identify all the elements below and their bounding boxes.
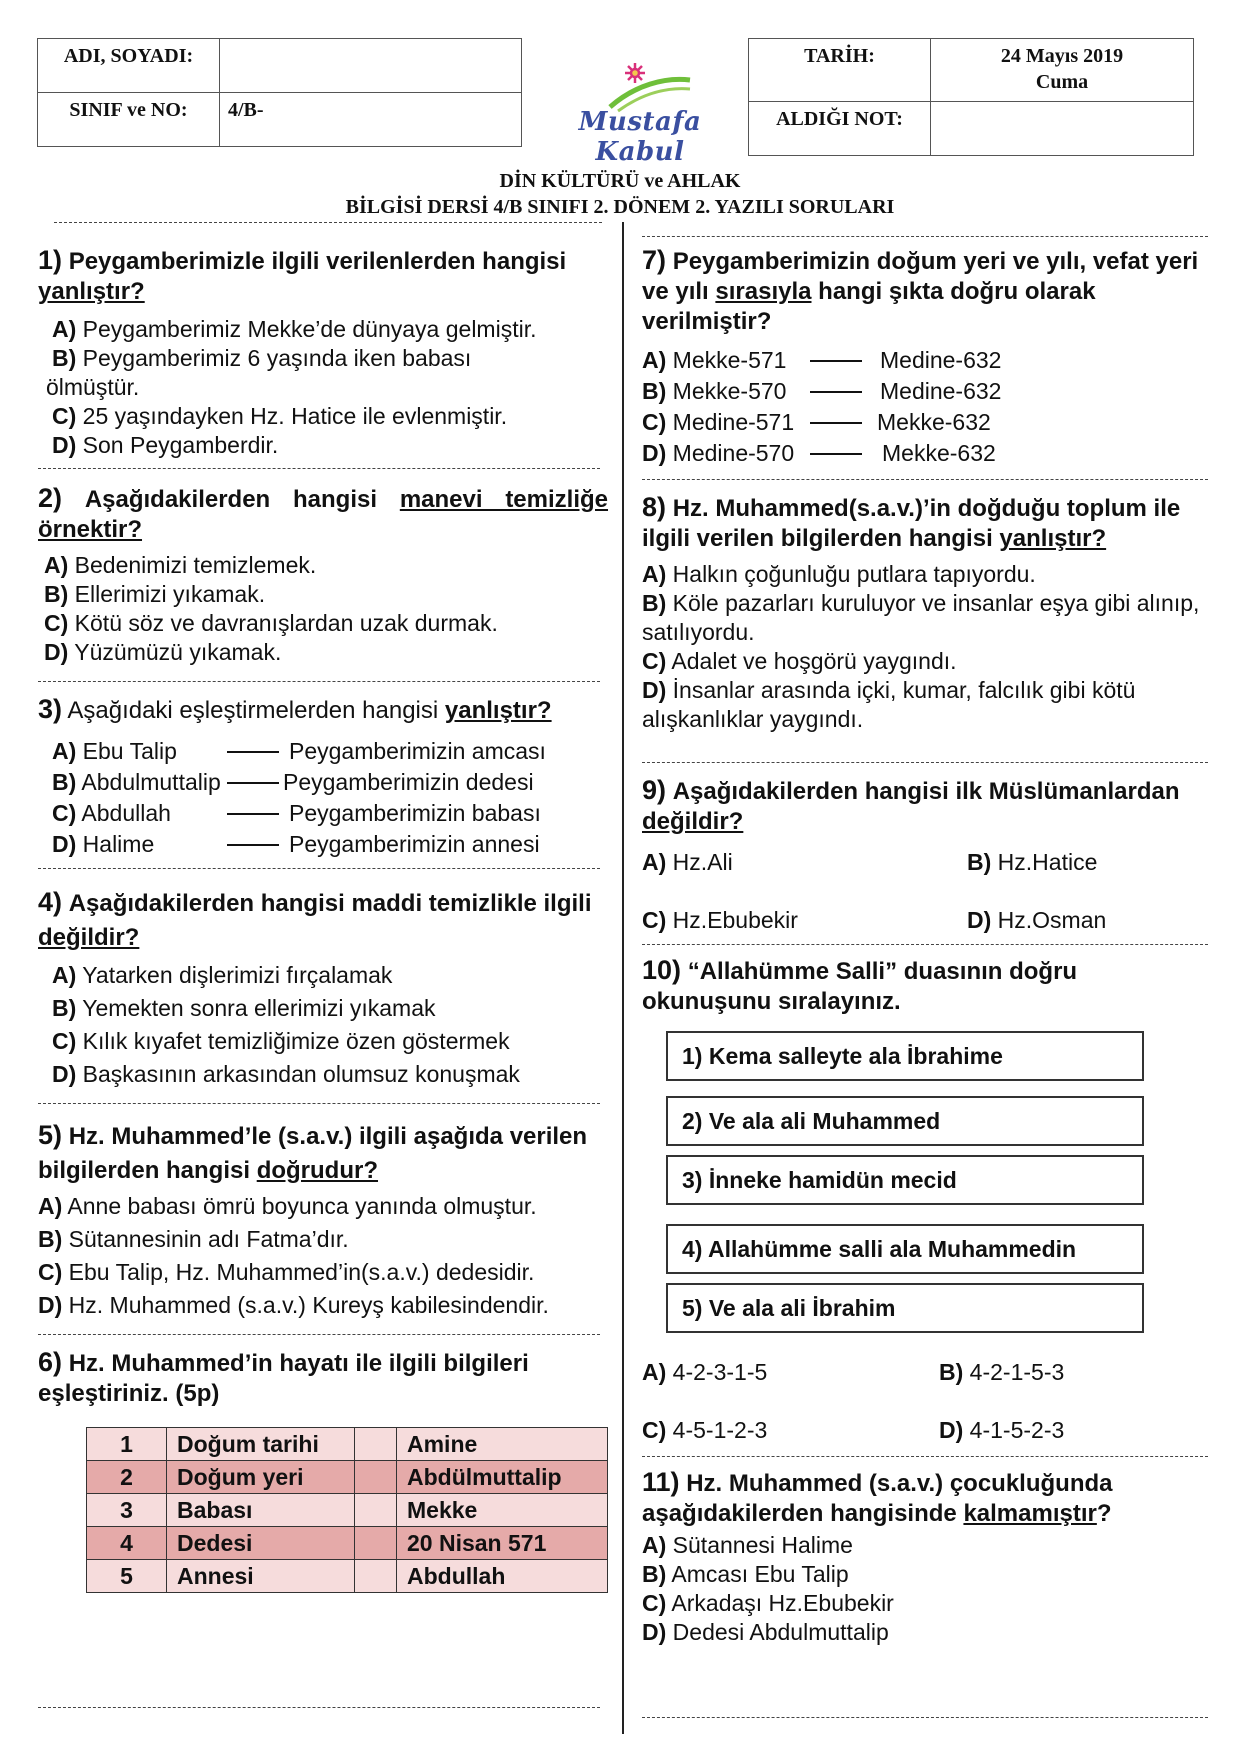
question-11 [642, 1467, 1212, 1529]
class-label: SINIF ve NO: [38, 93, 220, 147]
question-text-end: ? [1096, 1500, 1112, 1527]
name-label: ADI, SOYADI: [38, 39, 220, 93]
question-text: “Allahümme Salli” duasının doğru okunuşunu sıralayınız. [642, 958, 1078, 1015]
question-text: Aşağıdakilerden hangisi ilk Müslümanlardan [672, 778, 1180, 805]
answer-cell[interactable] [355, 1494, 397, 1527]
option-a[interactable]: A) Anne babası ömrü boyunca yanında olmuştur. [38, 1193, 537, 1219]
option-d[interactable]: D) Medine-570 Mekke-632 [642, 440, 996, 466]
option-a[interactable]: A) Peygamberimiz Mekke’de dünyaya gelmiştir. [52, 316, 537, 342]
question-5 [38, 1118, 608, 1188]
answer-cell[interactable] [355, 1527, 397, 1560]
prayer-line-box: 2) Ve ala ali Muhammed [666, 1096, 1144, 1146]
option-c[interactable]: C) Adalet ve hoşgörü yaygındı. [642, 648, 957, 674]
option-c[interactable]: C) Ebu Talip, Hz. Muhammed’in(s.a.v.) dedesidir. [38, 1259, 535, 1285]
option-c[interactable]: C) 4-5-1-2-3 [642, 1417, 768, 1443]
option-d[interactable]: D) Başkasının arkasından olumsuz konuşmak [52, 1061, 520, 1087]
title-line-2: BİLGİSİ DERSİ 4/B SINIFI 2. DÖNEM 2. YAZILI SORULARI [345, 196, 895, 218]
table-row: 2 Doğum yeri Abdülmuttalip [87, 1461, 608, 1494]
question-8-options [642, 560, 1212, 734]
question-number: 10) [642, 955, 682, 985]
prayer-lines [666, 1031, 1212, 1333]
table-row: 4 Dedesi 20 Nisan 571 [87, 1527, 608, 1560]
exam-title [0, 168, 1240, 220]
option-b[interactable]: B) Sütannesinin adı Fatma’dır. [38, 1226, 349, 1252]
question-text: Hz. Muhammed’in hayatı ile ilgili bilgileri eşleştiriniz. (5p) [38, 1350, 529, 1407]
question-emphasis: manevi temizliğe örnektir? [38, 486, 609, 543]
question-8 [642, 492, 1212, 554]
answer-cell[interactable] [355, 1428, 397, 1461]
right-column [642, 222, 1212, 1647]
option-d[interactable]: D) Halime Peygamberimizin annesi [52, 831, 540, 857]
question-2-options [38, 551, 608, 667]
question-emphasis: sırasıyla [715, 278, 812, 305]
option-c[interactable]: C) Arkadaşı Hz.Ebubekir [642, 1590, 894, 1616]
day-text: Cuma [1035, 71, 1089, 93]
question-text: Aşağıdaki eşleştirmelerden hangisi [67, 697, 445, 724]
name-field[interactable] [220, 39, 522, 93]
prayer-line-box: 3) İnneke hamidün mecid [666, 1155, 1144, 1205]
separator [38, 1334, 600, 1335]
option-a[interactable]: A) Halkın çoğunluğu putlara tapıyordu. [642, 561, 1036, 587]
option-a[interactable]: A) Mekke-571 Medine-632 [642, 347, 1002, 373]
option-c[interactable]: C) 25 yaşındayken Hz. Hatice ile evlenmiştir. [52, 403, 508, 429]
separator [642, 479, 1208, 480]
table-row: 5 Annesi Abdullah [87, 1560, 608, 1593]
date-label: TARİH: [749, 39, 931, 102]
question-emphasis: değildir? [642, 808, 744, 835]
question-2 [38, 483, 608, 545]
title-line-1: DİN KÜLTÜRÜ ve AHLAK [499, 170, 741, 192]
logo [540, 55, 740, 167]
class-field[interactable]: 4/B- [220, 93, 522, 147]
separator [642, 236, 1208, 237]
separator [38, 1103, 600, 1104]
option-d[interactable]: D) Hz.Osman [967, 907, 1107, 933]
prayer-line-box: 1) Kema salleyte ala İbrahime [666, 1031, 1144, 1081]
question-emphasis: yanlıştır? [999, 525, 1107, 552]
option-b[interactable]: B) Mekke-570 Medine-632 [642, 378, 1002, 404]
option-b[interactable]: B) Ellerimizi yıkamak. [44, 581, 266, 607]
option-c[interactable]: C) Abdullah Peygamberimizin babası [52, 800, 541, 826]
separator [642, 1717, 1208, 1718]
option-c[interactable]: C) Hz.Ebubekir [642, 907, 798, 933]
option-b[interactable]: B) Köle pazarları kuruluyor ve insanlar eşya gibi alınıp, satılıyordu. [642, 590, 1200, 645]
separator [54, 222, 602, 223]
option-d[interactable]: D) Yüzümüzü yıkamak. [44, 639, 282, 665]
date-text: 24 Mayıs 2019 [1000, 45, 1124, 67]
question-text: Peygamberimizle ilgili verilenlerden hangisi [68, 248, 567, 275]
option-b[interactable]: B) 4-2-1-5-3 [939, 1359, 1065, 1385]
answer-cell[interactable] [355, 1461, 397, 1494]
option-b[interactable]: B) Amcası Ebu Talip [642, 1561, 849, 1587]
separator [642, 762, 1208, 763]
question-text: Aşağıdakilerden hangisi maddi temizlikle ilgili [68, 890, 592, 917]
question-text: Hz. Muhammed’le (s.a.v.) ilgili aşağıda verilen bilgilerden hangisi [38, 1123, 588, 1184]
question-emphasis: doğrudur? [256, 1157, 379, 1184]
option-a[interactable]: A) Hz.Ali [642, 849, 733, 875]
option-b[interactable]: B) Peygamberimiz 6 yaşında iken babası [52, 345, 472, 371]
answer-cell[interactable] [355, 1560, 397, 1593]
separator [38, 868, 600, 869]
question-number: 4) [38, 887, 63, 917]
student-info-table [37, 38, 522, 147]
option-a[interactable]: A) 4-2-3-1-5 [642, 1359, 768, 1385]
option-d[interactable]: D) İnsanlar arasında içki, kumar, falcılık gibi kötü alışkanlıklar yaygındı. [642, 677, 1136, 732]
grade-label: ALDIĞI NOT: [749, 102, 931, 156]
option-a[interactable]: A) Yatarken dişlerimizi fırçalamak [52, 962, 393, 988]
option-b[interactable]: B) Abdulmuttalip Peygamberimizin dedesi [52, 769, 534, 795]
flower-logo-icon [540, 55, 740, 115]
left-column [38, 222, 608, 1593]
question-emphasis: yanlıştır? [38, 278, 145, 305]
question-6 [38, 1347, 608, 1409]
separator [642, 1456, 1208, 1457]
question-10-options-row-1 [642, 1359, 1212, 1386]
question-number: 9) [642, 775, 667, 805]
matching-table [86, 1427, 608, 1593]
option-c[interactable]: C) Kılık kıyafet temizliğimize özen göstermek [52, 1028, 510, 1054]
question-number: 2) [38, 483, 63, 513]
question-text: Aşağıdakilerden hangisi [84, 486, 400, 513]
question-7-pairs [642, 345, 1212, 469]
question-9 [642, 775, 1212, 837]
option-d[interactable]: D) 4-1-5-2-3 [939, 1417, 1065, 1443]
question-number: 5) [38, 1120, 63, 1150]
question-emphasis: kalmamıştır [963, 1500, 1097, 1527]
question-text: Hz. Muhammed(s.a.v.)’in doğduğu toplum ile ilgili verilen bilgilerden hangisi [642, 495, 1181, 552]
option-a[interactable]: A) Ebu Talip Peygamberimizin amcası [52, 738, 546, 764]
separator [38, 1707, 600, 1708]
question-10-options-row-2 [642, 1417, 1212, 1444]
question-text: Peygamberimizin doğum yeri ve yılı, vefat yeri ve yılı [642, 248, 1199, 305]
question-number: 7) [642, 245, 667, 275]
question-number: 6) [38, 1347, 63, 1377]
question-number: 3) [38, 694, 63, 724]
column-divider [622, 222, 624, 1734]
separator [38, 681, 600, 682]
question-11-options [642, 1531, 1212, 1647]
question-3 [38, 694, 608, 726]
table-row: 1 Doğum tarihi Amine [87, 1428, 608, 1461]
question-10 [642, 955, 1212, 1017]
separator [38, 468, 600, 469]
option-c[interactable]: C) Kötü söz ve davranışlardan uzak durmak. [44, 610, 498, 636]
question-4 [38, 885, 608, 955]
prayer-line-box: 5) Ve ala ali İbrahim [666, 1283, 1144, 1333]
question-number: 8) [642, 492, 667, 522]
logo-text: Mustafa Kabul [578, 107, 702, 167]
option-d[interactable]: D) Dedesi Abdulmuttalip [642, 1619, 889, 1645]
question-emphasis: değildir? [38, 924, 140, 951]
table-row: 3 Babası Mekke [87, 1494, 608, 1527]
option-a[interactable]: A) Bedenimizi temizlemek. [44, 552, 317, 578]
question-number: 1) [38, 245, 63, 275]
question-9-options-row-1 [642, 849, 1212, 876]
question-number: 11) [642, 1467, 680, 1497]
option-b[interactable]: B) Hz.Hatice [967, 849, 1098, 875]
question-5-options [38, 1190, 608, 1322]
date-value [931, 39, 1194, 102]
option-d[interactable]: D) Hz. Muhammed (s.a.v.) Kureyş kabilesindendir. [38, 1292, 549, 1318]
option-b[interactable]: B) Yemekten sonra ellerimizi yıkamak [52, 995, 436, 1021]
question-1 [38, 245, 608, 307]
option-b-continued: ölmüştür. [46, 374, 140, 400]
prayer-line-box: 4) Allahümme salli ala Muhammedin [666, 1224, 1144, 1274]
option-c[interactable]: C) Medine-571 Mekke-632 [642, 409, 991, 435]
question-emphasis: yanlıştır? [444, 697, 552, 724]
option-a[interactable]: A) Sütannesi Halime [642, 1532, 853, 1558]
question-4-options [38, 959, 608, 1091]
separator [642, 944, 1208, 945]
question-7 [642, 245, 1212, 337]
question-9-options-row-2 [642, 907, 1212, 934]
question-1-options [38, 315, 608, 460]
exam-info-table [748, 38, 1194, 156]
question-text: Hz. Muhammed (s.a.v.) çocukluğunda aşağıdakilerden hangisinde [642, 1470, 1113, 1527]
question-3-pairs [38, 736, 608, 860]
question-text-end: hangi şıkta doğru olarak verilmiştir? [642, 278, 1096, 335]
grade-field[interactable] [931, 102, 1194, 156]
option-d[interactable]: D) Son Peygamberdir. [52, 432, 279, 458]
